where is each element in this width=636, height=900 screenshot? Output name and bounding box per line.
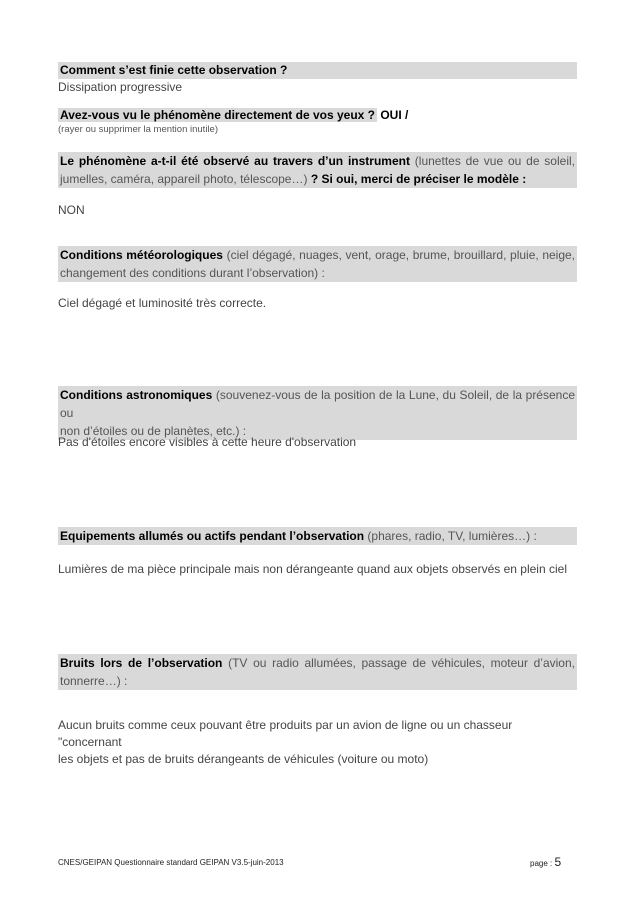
q7-header — [58, 654, 577, 690]
q3-line1: Le phénomène a-t-il été observé au travers d’un instrument (lunettes de vue ou de soleil, — [60, 154, 575, 168]
q3-answer: NON — [58, 203, 85, 217]
footer-title: CNES/GEIPAN Questionnaire standard GEIPAN V3.5-juin-2013 — [58, 858, 284, 867]
q7-line1: Bruits lors de l’observation (TV ou radio allumées, passage de véhicules, moteur d’avion, — [60, 656, 575, 670]
q1-header: Comment s’est finie cette observation ? — [58, 62, 577, 79]
q6-header: Equipements allumés ou actifs pendant l’observation (phares, radio, TV, lumières…) : — [58, 527, 577, 545]
footer-page: page : 5 — [530, 855, 562, 869]
q4-answer: Ciel dégagé et luminosité très correcte. — [58, 296, 267, 310]
q5-header — [58, 386, 577, 440]
q4-line2: changement des conditions durant l’observation) : — [60, 266, 325, 280]
q2-header: Avez-vous vu le phénomène directement de vos yeux ? OUI / — [60, 108, 409, 122]
q3-header — [58, 152, 577, 188]
q2-note: (rayer ou supprimer la mention inutile) — [58, 124, 218, 135]
q3-line2: jumelles, caméra, appareil photo, télescope…) ? Si oui, merci de préciser le modèle : — [60, 172, 527, 186]
q5-answer: Pas d'étoiles encore visibles à cette heure d'observation — [58, 435, 357, 449]
q5-line1: Conditions astronomiques (souvenez-vous de la position de la Lune, du Soleil, de la présence ou — [60, 388, 576, 420]
q4-header — [58, 246, 577, 282]
q1-answer: Dissipation progressive — [58, 80, 183, 94]
q4-line1: Conditions météorologiques (ciel dégagé, nuages, vent, orage, brume, brouillard, pluie, neige, — [60, 248, 576, 262]
page-number: 5 — [554, 855, 562, 869]
q6-answer: Lumières de ma pièce principale mais non dérangeante quand aux objets observés en plein ciel — [58, 562, 567, 576]
q7-answer-line2: les objets et pas de bruits dérangeants de véhicules (voiture ou moto) — [58, 752, 429, 766]
q5-line2: non d’étoiles ou de planètes, etc.) : — [60, 424, 247, 438]
q7-answer — [58, 717, 577, 768]
q7-line2: tonnerre…) : — [60, 674, 128, 688]
q7-answer-line1: Aucun bruits comme ceux pouvant être produits par un avion de ligne ou un chasseur "concernant — [58, 718, 513, 749]
